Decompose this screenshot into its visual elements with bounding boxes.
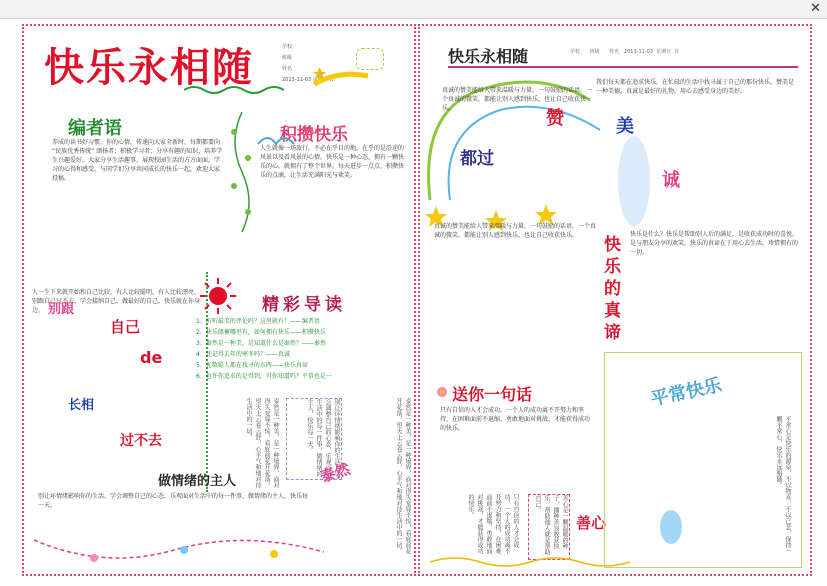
collect-title: 积攒快乐 (280, 125, 348, 145)
wave-decoration (184, 84, 284, 96)
praise-text: 真诚的赞美能给人带来温暖与力量，一句鼓励的话语，一个真诚的微笑，都能让别人感到快乐，也让自己收获快乐。 (442, 87, 592, 112)
title-rule (448, 66, 798, 68)
close-icon[interactable]: ✕ (810, 1, 821, 16)
right-title: 快乐永相随 (448, 47, 529, 66)
praise-char-1: 赞 (546, 108, 564, 129)
praise-sub: 都过 (460, 149, 494, 169)
lower-column-2: 善心是一颗温暖的种子，播种善良收获快乐，帮助他人就是帮助自己。 (528, 494, 570, 560)
guide-item: 6．也许你追求的是得到，可你知道吗？平常也是一 (196, 373, 332, 380)
meta-author: 星期日 (312, 77, 328, 83)
guide-title: 精彩导读 (262, 295, 346, 315)
meta-date: 2013-11-03 (282, 77, 312, 83)
guide-item: 2．快乐储蓄哪里有，如何拥有快乐——积攒快乐 (196, 329, 326, 336)
sun-icon (198, 276, 238, 316)
calm-title: 泰然 (318, 459, 353, 487)
column-text-2: 别让坏情绪影响你的生活，学会调整自己的心态，乐观面对生活中的每一件事，做情绪的主人，快乐每一天。 (286, 398, 342, 480)
meta-note: 许 (329, 77, 335, 83)
self-title-4: 长相 (68, 398, 95, 413)
left-page (22, 24, 416, 576)
master-title: 做情绪的主人 (158, 474, 237, 489)
meta-school: 学校 (570, 49, 581, 55)
self-title-5: 过不去 (120, 433, 162, 449)
self-title-1: 别跟 (48, 302, 75, 317)
send-text: 只有自信的人才会成功，一个人的成功离不开努力和坚持，在困难面前不退缩，勇敢地面对挑战，才能获得成功的快乐。 (440, 407, 591, 432)
guide-list (196, 316, 414, 388)
column-text-1: 泰然是一种美，是一种境界，面对得失宠辱不惊，看庭前花开花落，望天上云卷云舒，心平气和地对待生活中的一切。 (245, 398, 279, 488)
self-title-3: de (140, 348, 163, 367)
praise-char-4: 诚 (662, 170, 680, 191)
editor-text: 养成的读书好习惯，你的心情，传递向大家全新时，每期都要向 “民族优秀传统” 颂扬者；积极学习者；分享有趣的知识，培养学生兴趣爱好，大家分享生活趣事，展现校园生活的方方面面，学习的心得和感受，与同学们分享共同成长的快乐一起，欢迎大家投稿。 (52, 139, 223, 182)
calm-text: 泰然是一种美，是一种境界，面对得失宠辱不惊，看庭前花开花落，望天上云卷云舒，心平气和地对待生活中的一切。 (395, 398, 411, 554)
meta-note: 许 (674, 49, 680, 55)
guide-item: 5．无数聪人都在找寻的东西——快乐真谛 (196, 362, 308, 369)
truth-title: 快乐的真谛 (604, 235, 621, 343)
meta-row (570, 48, 679, 55)
kind-title: 善心 (576, 514, 607, 532)
self-title-2: 自己 (110, 318, 141, 336)
bottom-wave (430, 554, 630, 570)
meta-school: 学校 (282, 44, 293, 50)
peace-title: 平常快乐 (648, 374, 724, 411)
praise-char-2: 美 (616, 116, 634, 137)
guide-item: 3．秦然是一种美，是知道什么是秦然？——秦然 (196, 340, 326, 347)
flower-icon (432, 382, 452, 402)
lower-column-1: 只有自信的人才会成功，一个人的成功离不开努力和坚持，在困难面前不退缩，勇敢地面对挑战，才能获得成功的快乐。 (467, 494, 519, 554)
meta-class: 班级 (589, 49, 600, 55)
editor-title: 编者语 (68, 118, 122, 139)
meta-author: 星期日 (656, 49, 672, 55)
master-text: 别让坏情绪影响你的生活，学会调整自己的心态，乐观面对生活中的每一件事，做情绪的主人，快乐每一天。 (38, 493, 309, 509)
truth-text: 快乐是什么？快乐是帮助别人后的满足，是收获成功时的喜悦，是与朋友分享的欢笑。快乐的真谛在于用心去生活，珍惜拥有的一切。 (630, 231, 799, 256)
meta-name: 姓名 (609, 49, 620, 55)
peace-text: 平常心是快乐的源泉，不以物喜，不以己悲，保持一颗平常心，快乐永远相随。 (775, 416, 791, 554)
meta-date: 2013-11-03 (623, 49, 653, 55)
window-toolbar (0, 0, 827, 19)
flower-border (34, 530, 324, 570)
meta-frame (356, 48, 384, 70)
collect-text: 人生就像一场旅行，不必在乎目的地，在乎的是沿途的风景以及看风景的心情。快乐是一种心态，拥有一颗快乐的心，就拥有了整个世界。每天进步一点点，积攒快乐的点滴，让生活充满阳光与欢笑。 (260, 145, 405, 179)
self-text: 人一生下来就开始和自己比较，有人比较聪明，有人比较漂亮，别跟自己过不去，学会接纳自己，做最好的自己，快乐就在你身边。 (32, 289, 200, 314)
peace-blob (660, 510, 682, 544)
send-title: 送你一句话 (452, 385, 533, 404)
meta-class: 班级 (282, 55, 293, 61)
guide-item: 1．听听最美的评论吗？这里就有！——编者语 (196, 318, 320, 325)
vine-decoration (224, 112, 258, 232)
guide-item: 4．还记得去年的寒冬吗？——真诚 (196, 351, 290, 358)
left-title: 快乐永相随 (44, 45, 254, 91)
right-page (418, 24, 812, 576)
intro-text: 我们每天都在追求快乐，在忙碌的生活中找寻属于自己的那份快乐。赞美是一种美德，真诚是最好的礼物，用心去感受身边的美好。 (596, 79, 795, 95)
meta-name: 姓名 (282, 66, 293, 72)
middle-text: 真诚的赞美能给人带来温暖与力量，一句鼓励的话语，一个真诚的微笑，都能让别人感到快乐，也让自己收获快乐。 (434, 223, 597, 239)
